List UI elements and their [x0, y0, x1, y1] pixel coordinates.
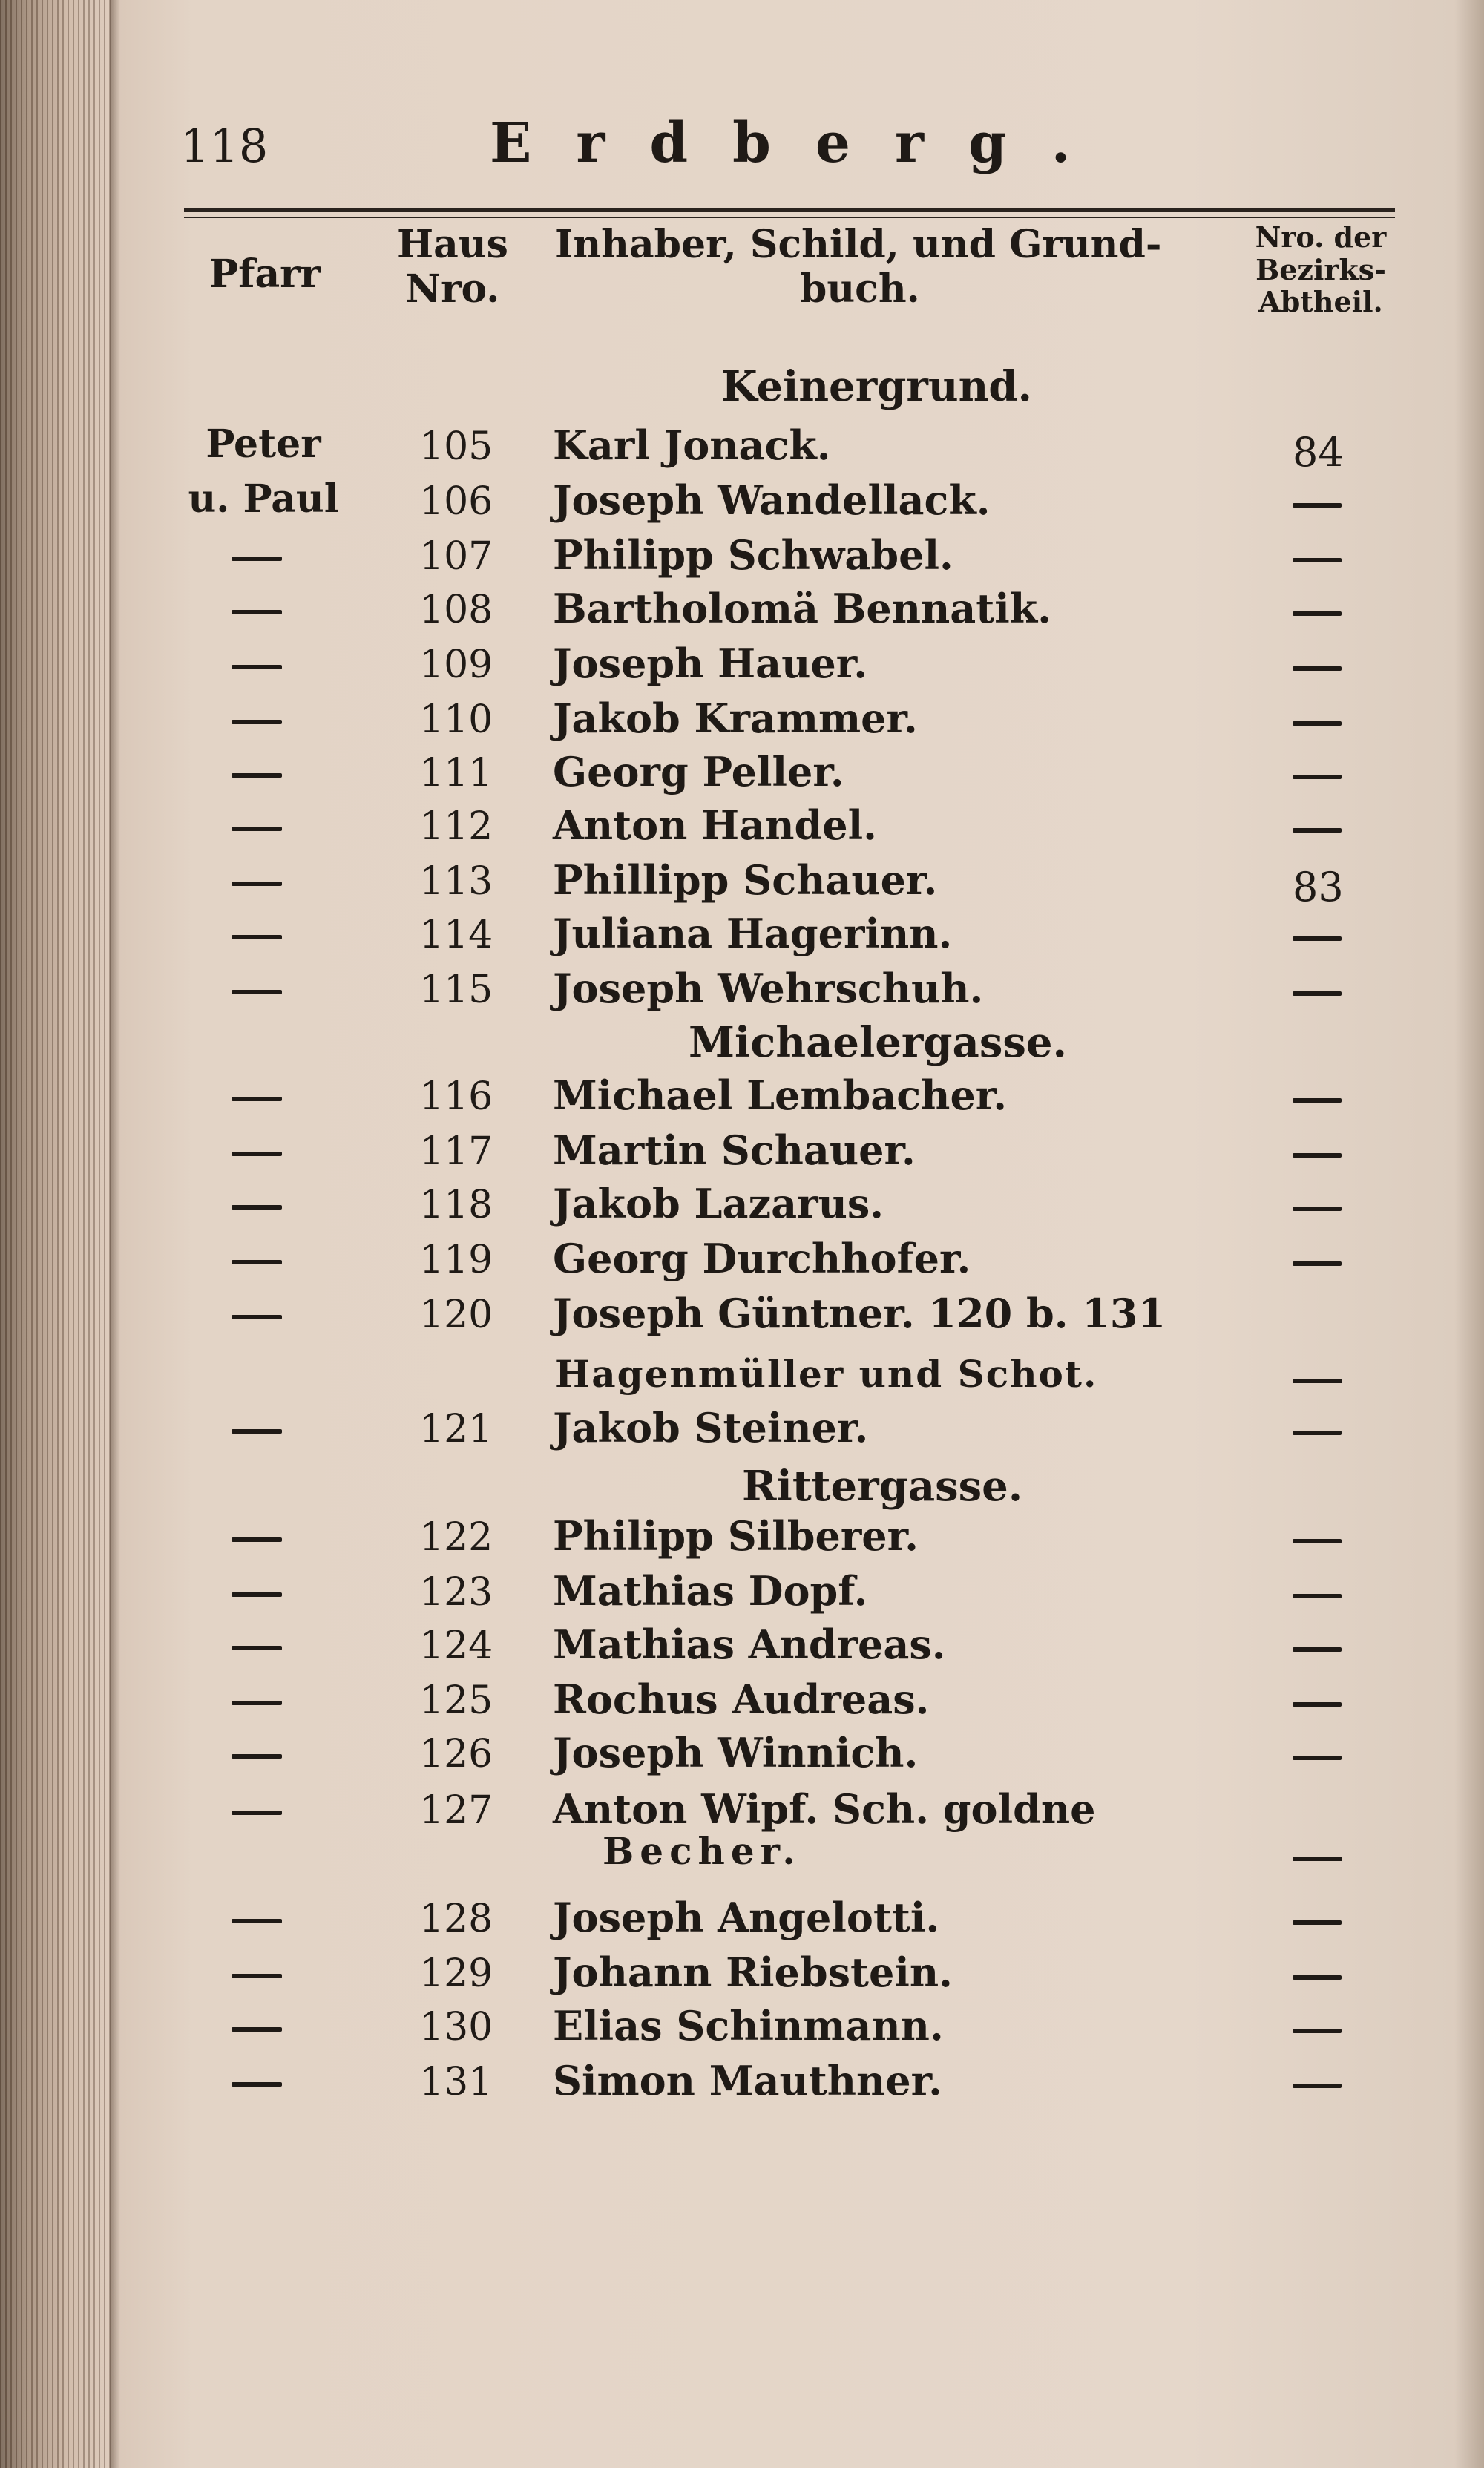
bezirk-ditto-mark [1293, 1594, 1342, 1598]
house-number: 121 [419, 1407, 493, 1451]
column-header-bezirk-line3: Abtheil. [1258, 285, 1383, 319]
house-number: 130 [419, 2005, 493, 2049]
bezirk-ditto-mark [1293, 1857, 1342, 1861]
house-number: 117 [419, 1129, 493, 1174]
pfarr-ditto-mark [232, 990, 282, 994]
pfarr-ditto-mark [232, 720, 282, 724]
house-number: 125 [419, 1678, 493, 1723]
house-number: 115 [419, 968, 493, 1012]
owner-name: Martin Schauer. [553, 1126, 916, 1174]
bezirk-ditto-mark [1293, 828, 1342, 833]
house-number: 118 [419, 1183, 493, 1227]
bezirk-ditto-mark [1293, 1756, 1342, 1760]
column-header-haus-line2: Nro. [405, 266, 500, 312]
pfarr-ditto-mark [232, 1919, 282, 1923]
pfarr-ditto-mark [232, 1811, 282, 1815]
section-heading: Keinergrund. [721, 362, 1032, 411]
bezirk-ditto-mark [1293, 1153, 1342, 1158]
bezirk-ditto-mark [1293, 503, 1342, 508]
pfarr-ditto-mark [232, 1205, 282, 1210]
entry-continuation: Becher. [603, 1829, 801, 1873]
owner-name: Michael Lembacher. [553, 1071, 1008, 1119]
house-number: 131 [419, 2060, 493, 2104]
column-header-bezirk [1239, 221, 1402, 318]
house-number: 110 [419, 698, 493, 742]
house-number: 119 [419, 1238, 493, 1282]
house-number: 126 [419, 1732, 493, 1776]
bezirk-ditto-mark [1293, 1379, 1342, 1383]
house-number: 127 [419, 1788, 493, 1833]
house-number: 105 [419, 424, 493, 469]
owner-name: Jakob Steiner. [553, 1404, 869, 1451]
owner-name: Jakob Lazarus. [553, 1180, 884, 1227]
pfarr-ditto-mark [232, 2082, 282, 2087]
pfarr-ditto-mark [232, 935, 282, 939]
bezirk-ditto-mark [1293, 1098, 1342, 1103]
house-number: 109 [419, 643, 493, 687]
house-number: 124 [419, 1624, 493, 1668]
page-number: 118 [180, 119, 269, 173]
pfarr-ditto-mark [232, 773, 282, 778]
bezirk-ditto-mark [1293, 991, 1342, 996]
owner-name: Georg Peller. [553, 748, 844, 795]
owner-name: Joseph Winnich. [553, 1729, 919, 1776]
owner-name: Juliana Hagerinn. [553, 910, 953, 957]
bezirk-ditto-mark [1293, 2029, 1342, 2033]
house-number: 116 [419, 1074, 493, 1119]
section-heading: Michaelergasse. [689, 1018, 1068, 1067]
owner-name: Joseph Hauer. [553, 640, 868, 687]
entry-continuation: Hagenmüller und Schot. [555, 1352, 1098, 1396]
pfarr-ditto-mark [232, 1754, 282, 1759]
column-header-bezirk-line1: Nro. der [1255, 220, 1387, 254]
column-header-haus-line1: Haus [397, 222, 508, 267]
house-number: 106 [419, 479, 493, 524]
bezirk-ditto-mark [1293, 1539, 1342, 1543]
house-number: 112 [419, 804, 493, 849]
column-header-inhaber [555, 223, 1193, 312]
page-gutter-shadow [110, 0, 120, 2468]
bezirk-ditto-mark [1293, 1975, 1342, 1980]
pfarr-ditto-mark [232, 2027, 282, 2032]
bezirk-ditto-mark [1293, 1920, 1342, 1925]
bezirk-ditto-mark [1293, 1647, 1342, 1652]
bezirk-ditto-mark [1293, 775, 1342, 779]
owner-name: Anton Handel. [553, 801, 877, 849]
owner-name: Phillipp Schauer. [553, 856, 938, 904]
bezirk-ditto-mark [1293, 2084, 1342, 2088]
owner-name: Anton Wipf. Sch. goldne [553, 1785, 1096, 1833]
pfarr-label: u. Paul [188, 476, 339, 522]
bezirk-ditto-mark [1293, 558, 1342, 562]
house-number: 107 [419, 534, 493, 579]
pfarr-ditto-mark [232, 882, 282, 886]
bezirk-value: 84 [1293, 429, 1344, 476]
owner-name: Mathias Andreas. [553, 1621, 946, 1668]
pfarr-ditto-mark [232, 557, 282, 561]
owner-name: Johann Riebstein. [553, 1949, 953, 1996]
owner-name: Mathias Dopf. [553, 1567, 868, 1615]
pfarr-ditto-mark [232, 1646, 282, 1650]
column-header-inhaber-line1: Inhaber, Schild, und Grund- [555, 222, 1162, 267]
pfarr-ditto-mark [232, 1537, 282, 1542]
pfarr-ditto-mark [232, 1592, 282, 1597]
house-number: 114 [419, 913, 493, 957]
pfarr-ditto-mark [232, 1315, 282, 1319]
owner-name: Bartholomä Bennatik. [553, 585, 1051, 632]
owner-name: Joseph Wandellack. [553, 476, 991, 524]
bezirk-ditto-mark [1293, 1261, 1342, 1266]
house-number: 113 [419, 859, 493, 904]
column-header-bezirk-line2: Bezirks- [1255, 252, 1386, 286]
bezirk-ditto-mark [1293, 936, 1342, 941]
pfarr-ditto-mark [232, 1097, 282, 1101]
pfarr-ditto-mark [232, 827, 282, 831]
page-title: Erdberg. [490, 111, 1115, 175]
header-rule-thin [184, 217, 1395, 218]
bezirk-value: 83 [1293, 864, 1344, 910]
house-number: 111 [419, 751, 493, 795]
pfarr-ditto-mark [232, 1152, 282, 1156]
bezirk-ditto-mark [1293, 666, 1342, 671]
pfarr-ditto-mark [232, 1260, 282, 1264]
house-number: 120 [419, 1293, 493, 1337]
bezirk-ditto-mark [1293, 1431, 1342, 1435]
pfarr-ditto-mark [232, 665, 282, 669]
owner-name: Georg Durchhofer. [553, 1235, 971, 1282]
owner-name: Karl Jonack. [553, 421, 831, 469]
owner-name: Jakob Krammer. [553, 695, 918, 742]
owner-name: Rochus Audreas. [553, 1676, 930, 1723]
house-number: 129 [419, 1952, 493, 1996]
pfarr-ditto-mark [232, 1974, 282, 1978]
pfarr-ditto-mark [232, 1429, 282, 1434]
bezirk-ditto-mark [1293, 611, 1342, 616]
bezirk-ditto-mark [1293, 1702, 1342, 1707]
pfarr-ditto-mark [232, 610, 282, 614]
house-number: 122 [419, 1515, 493, 1560]
bezirk-ditto-mark [1293, 1207, 1342, 1211]
section-heading: Rittergasse. [742, 1462, 1023, 1511]
house-number: 128 [419, 1897, 493, 1941]
pfarr-ditto-mark [232, 1701, 282, 1705]
owner-name: Joseph Güntner. 120 b. 131 [553, 1290, 1166, 1337]
owner-name: Philipp Silberer. [553, 1512, 919, 1560]
column-header-pfarr: Pfarr [209, 252, 321, 297]
pfarr-label: Peter [206, 421, 321, 467]
owner-name: Joseph Wehrschuh. [553, 965, 984, 1012]
house-number: 123 [419, 1570, 493, 1615]
bezirk-ditto-mark [1293, 721, 1342, 726]
owner-name: Philipp Schwabel. [553, 531, 953, 579]
owner-name: Elias Schinmann. [553, 2002, 944, 2049]
column-header-inhaber-line2: buch. [800, 266, 920, 312]
page-edge-stack [0, 0, 111, 2468]
owner-name: Simon Mauthner. [553, 2057, 942, 2104]
house-number: 108 [419, 588, 493, 632]
header-rule-thick [184, 208, 1395, 212]
column-header-haus [397, 223, 508, 312]
owner-name: Joseph Angelotti. [553, 1894, 940, 1941]
